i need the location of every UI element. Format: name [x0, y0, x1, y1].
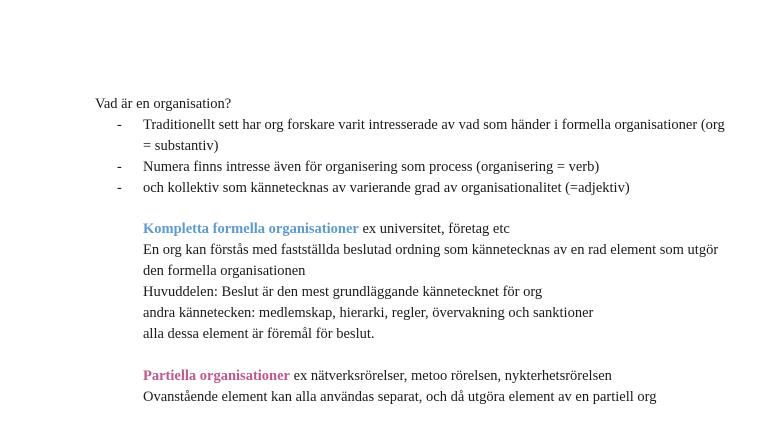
bullet-item	[95, 178, 735, 199]
page-title: Vad är en organisation?	[95, 96, 232, 112]
section-heading-line	[143, 219, 735, 240]
paragraph-line: Huvuddelen: Beslut är den mest grundläggande kännetecknet för org	[143, 284, 543, 301]
bullet-text: Numera finns intresse även för organisering som process (organisering = verb)	[143, 158, 600, 175]
paragraph-line: En org kan förstås med fastställda beslutad ordning som kännetecknas av en rad element som utgör den formella organisationen	[143, 242, 719, 280]
paragraph-line: alla dessa element är föremål för beslut.	[143, 325, 375, 342]
bullet-list	[95, 115, 735, 199]
section-partial-organizations	[95, 366, 735, 408]
bullet-marker: -	[117, 158, 122, 175]
bullet-marker: -	[117, 116, 122, 133]
term-examples: ex nätverksrörelser, metoo rörelsen, nykterhetsrörelsen	[289, 367, 612, 384]
bullet-marker: -	[117, 179, 122, 196]
section-complete-organizations	[95, 219, 735, 344]
blank-line	[95, 199, 735, 220]
section-heading-line	[143, 366, 735, 387]
paragraph-line: Ovanstående element kan alla användas separat, och då utgöra element av en partiell org	[143, 388, 657, 405]
term-partial-organizations: Partiella organisationer	[143, 367, 290, 384]
blank-line	[95, 345, 735, 366]
term-complete-formal-organizations: Kompletta formella organisationer	[143, 221, 359, 238]
bullet-text: Traditionellt sett har org forskare varit intresserade av vad som händer i formella organisationer (org = substantiv)	[143, 116, 725, 154]
paragraph-line: andra kännetecken: medlemskap, hierarki, regler, övervakning och sanktioner	[143, 305, 594, 322]
term-examples: ex universitet, företag etc	[358, 221, 510, 238]
bullet-text: och kollektiv som kännetecknas av varierande grad av organisationalitet (=adjektiv)	[143, 179, 630, 196]
bullet-item	[95, 157, 735, 178]
document-body	[95, 94, 735, 408]
bullet-item	[95, 115, 735, 157]
